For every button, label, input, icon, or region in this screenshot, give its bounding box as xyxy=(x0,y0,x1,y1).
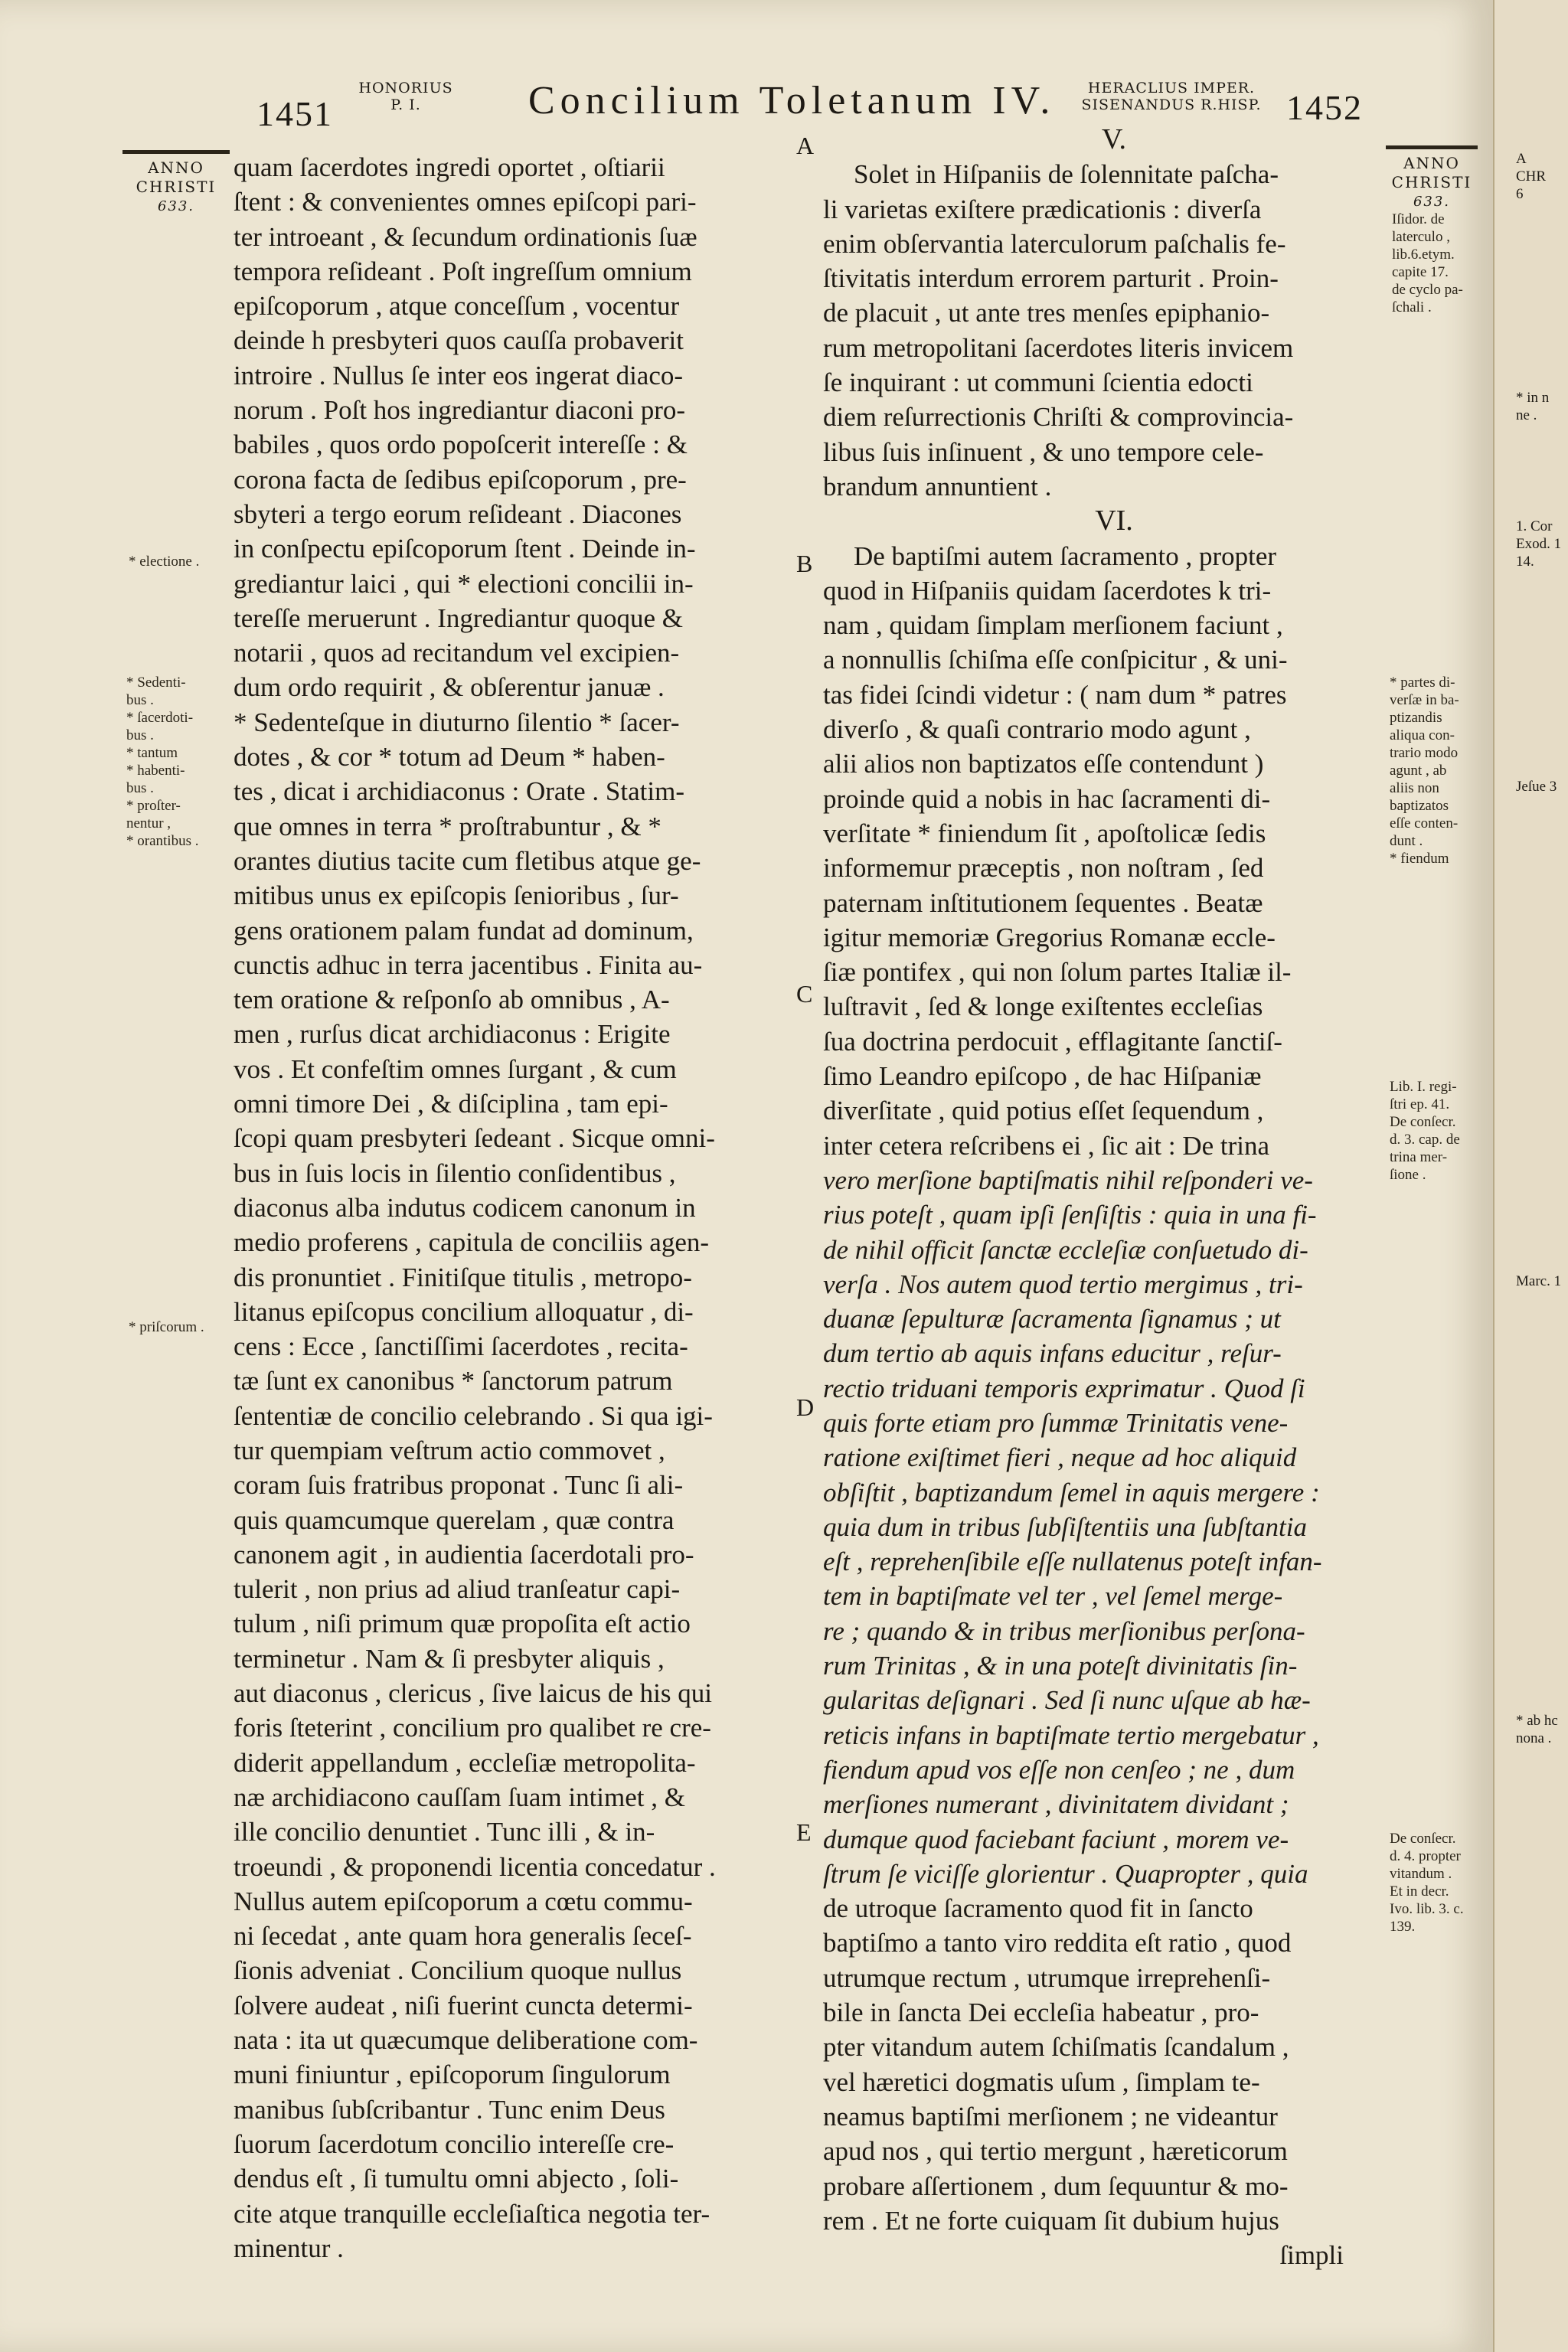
text-line: proinde quid a nobis in hac ſacramenti di- xyxy=(823,783,1271,814)
text-line: apud nos , qui tertio mergunt , hæreticorum xyxy=(823,2136,1288,2167)
edge-line: 14. xyxy=(1516,554,1534,570)
text-line: ſionis adveniat . Concilium quoque nullus xyxy=(234,1955,682,1986)
margin-note-variants xyxy=(126,674,226,850)
text-line-italic: duanæ ſepulturæ ſacramenta ſignamus ; ut xyxy=(823,1304,1281,1334)
text-line: diaconus alba indutus codicem canonum in xyxy=(234,1192,696,1223)
text-line-italic: merſiones numerant , divinitatem dividant ; xyxy=(823,1789,1289,1820)
edge-line: 6 xyxy=(1516,186,1524,202)
text-line: grediantur laici , qui * electioni concilii in- xyxy=(234,568,694,599)
text-line-italic: ſtrum ſe viciſſe glorientur . Quapropter , quia xyxy=(823,1858,1308,1889)
text-line: Nullus autem epiſcoporum a cœtu commu- xyxy=(234,1886,693,1916)
text-line: luſtravit , ſed & longe exiſtentes eccleſias xyxy=(823,991,1263,1022)
text-line: bile in ſancta Dei eccleſia habeatur , pro- xyxy=(823,1998,1259,2028)
running-head-right-line2: SISENANDUS R.HISP. xyxy=(1081,96,1262,113)
margin-note-priscorum: * priſcorum . xyxy=(129,1319,204,1335)
text-line: medio proferens , capitula de conciliis agen- xyxy=(234,1227,710,1258)
text-line: mitibus unus ex epiſcopis ſenioribus , ſur- xyxy=(234,880,679,911)
text-line: canonem agit , in audientia ſacerdotali pro- xyxy=(234,1539,694,1570)
margin-note-line: aliqua con- xyxy=(1390,727,1455,743)
margin-note-line: 139. xyxy=(1390,1919,1416,1935)
text-line: deinde h presbyteri quos cauſſa probaverit xyxy=(234,325,684,356)
margin-note-line: * partes di- xyxy=(1390,675,1455,691)
text-line: tas fidei ſcindi videtur : ( nam dum * patres xyxy=(823,679,1287,710)
margin-note-line: verſæ in ba- xyxy=(1390,692,1459,708)
text-line: de placuit , ut ante tres menſes epiphanio- xyxy=(823,298,1270,328)
text-line: introire . Nullus ſe inter eos ingerat diaco- xyxy=(234,360,684,390)
margin-note-line: trario modo xyxy=(1390,745,1459,761)
edge-note-anno xyxy=(1516,150,1546,203)
text-line: gens orationem palam fundat ad dominum, xyxy=(234,915,694,946)
canon-heading-v: V. xyxy=(1101,123,1127,155)
margin-note-line: vitandum . xyxy=(1390,1866,1452,1882)
text-line: ni ſecedat , ante quam hora generalis ſeceſ- xyxy=(234,1921,692,1952)
text-line: tur quempiam veſtrum actio commovet , xyxy=(234,1435,665,1465)
text-line: li varietas exiſtere prædicationis : diverſa xyxy=(823,194,1262,224)
margin-note-lib1 xyxy=(1390,1078,1489,1184)
margin-note-line: agunt , ab xyxy=(1390,763,1447,779)
text-line: quam ſacerdotes ingredi oportet , oſtiarii xyxy=(234,152,665,182)
text-line: cite atque tranquille eccleſiaſtica negotia ter- xyxy=(234,2198,710,2229)
edge-note-marc: Marc. 1 xyxy=(1516,1273,1562,1289)
text-line: aut diaconus , clericus , ſive laicus de his qui xyxy=(234,1678,712,1709)
text-line: vel hæretici dogmatis uſum , ſimplam te- xyxy=(823,2066,1260,2097)
text-line: litanus epiſcopus concilium alloquatur , di- xyxy=(234,1296,694,1327)
text-line: ſua doctrina perdocuit , efflagitante ſanctiſ- xyxy=(823,1026,1282,1057)
text-line: inter cetera reſcribens ei , ſic ait : De trina xyxy=(823,1130,1270,1161)
text-line: minentur . xyxy=(234,2233,344,2263)
text-line: que omnes in terra * proſtrabuntur , & * xyxy=(234,811,662,841)
margin-note-line: laterculo , xyxy=(1392,229,1450,245)
anno-label: ANNO xyxy=(1403,154,1460,172)
text-line: in conſpectu epiſcoporum ſtent . Deinde in- xyxy=(234,534,696,564)
anno-label: ANNO xyxy=(148,158,204,177)
text-line-italic: fiendum apud vos eſſe non cenſeo ; ne , dum xyxy=(823,1754,1295,1785)
text-line: ſe inquirant : ut communi ſcientia edocti xyxy=(823,368,1253,398)
text-line-italic: tem in baptiſmate vel ter , vel ſemel merge- xyxy=(823,1581,1283,1612)
margin-note-line: ptizandis xyxy=(1390,710,1442,726)
text-line: orantes diutius tacite cum fletibus atque ge- xyxy=(234,845,701,876)
text-line-italic: gularitas deſignari . Sed ſi nunc uſque ab hæ- xyxy=(823,1685,1311,1716)
margin-note-line: De conſecr. xyxy=(1390,1114,1456,1130)
text-line: tulerit , non prius ad aliud tranſeatur capi- xyxy=(234,1574,681,1605)
text-line: nata : ita ut quæcumque deliberatione com- xyxy=(234,2025,698,2056)
text-line-italic: rius poteſt , quam ipſi ſenſiſtis : quia in una fi- xyxy=(823,1200,1317,1230)
section-letter-e: E xyxy=(796,1818,812,1846)
margin-note-electione: * electione . xyxy=(129,554,200,570)
text-line-italic: vero merſione baptiſmatis nihil reſponderi ve- xyxy=(823,1165,1313,1195)
text-line: De baptiſmi autem ſacramento , propter xyxy=(854,541,1277,571)
text-line: næ archidiacono cauſſam ſuam intimet , & xyxy=(234,1782,685,1812)
margin-note-line: capite 17. xyxy=(1392,264,1449,280)
text-line-italic: dumque quod faciebant faciunt , morem ve- xyxy=(823,1824,1289,1854)
text-line: cens : Ecce , ſanctiſſimi ſacerdotes , recita- xyxy=(234,1331,688,1362)
text-line: baptiſmo a tanto viro reddita eſt ratio , quod xyxy=(823,1928,1292,1958)
text-line: libus ſuis inſinuent , & uno tempore cele- xyxy=(823,436,1264,467)
text-line: diem reſurrectionis Chriſti & comprovincia- xyxy=(823,402,1294,433)
margin-note-line: ſchali . xyxy=(1392,299,1432,315)
text-line: pter vitandum autem ſchiſmatis ſcandalum , xyxy=(823,2032,1289,2063)
text-line: ſolvere audeat , niſi fuerint cuncta determi- xyxy=(234,1990,693,2020)
text-line: dis pronuntiet . Finitiſque titulis , metropo- xyxy=(234,1262,692,1292)
margin-note-partes xyxy=(1390,674,1489,867)
text-line: vos . Et confeſtim omnes ſurgant , & cum xyxy=(234,1054,677,1084)
text-line: ſcopi quam presbyteri ſedeant . Sicque omni- xyxy=(234,1123,715,1154)
margin-note-isidore xyxy=(1392,211,1488,316)
margin-note-line: aliis non xyxy=(1390,780,1439,796)
margin-note-line: * tantum xyxy=(126,745,178,761)
margin-note-line: dunt . xyxy=(1390,833,1423,849)
anno-year: 633. xyxy=(1413,194,1451,210)
text-line-italic: eſt , reprehenſibile eſſe nullatenus poteſt infan- xyxy=(823,1547,1322,1577)
text-line: tempora reſideant . Poſt ingreſſum omnium xyxy=(234,256,692,286)
edge-line: CHR xyxy=(1516,168,1547,185)
text-line: quis quamcumque querelam , quæ contra xyxy=(234,1504,675,1535)
text-line: rem . Et ne forte cuiquam ſit dubium hujus xyxy=(823,2205,1279,2236)
text-line: igitur memoriæ Gregorius Romanæ eccle- xyxy=(823,922,1276,952)
margin-note-line: baptizatos xyxy=(1390,798,1449,814)
page-number-left: 1451 xyxy=(256,94,333,133)
margin-note-line: lib.6.etym. xyxy=(1392,247,1455,263)
text-line: neamus baptiſmi merſionem ; ne videantur xyxy=(823,2101,1278,2132)
text-line: verſitate * finiendum ſit , apoſtolicæ ſedis xyxy=(823,818,1266,848)
text-line: foris ſteterint , concilium pro qualibet re cre- xyxy=(234,1713,711,1743)
anno-year: 633. xyxy=(157,198,195,214)
text-line: a nonnullis ſchiſma eſſe conſpicitur , & uni- xyxy=(823,645,1288,675)
text-line: nam , quidam ſimplam merſionem faciunt , xyxy=(823,610,1283,641)
text-line-italic: rum Trinitas , & in una poteſt divinitatis ſin- xyxy=(823,1651,1298,1681)
text-line: diverſo , & quaſi contrario modo agunt , xyxy=(823,714,1251,745)
text-line-italic: reticis infans in baptiſmate tertio mergebatur , xyxy=(823,1720,1319,1750)
text-line: tem oratione & reſponſo ab omnibus , A- xyxy=(234,985,670,1015)
margin-note-line: * proſter- xyxy=(126,798,181,814)
running-head-right-line1: HERACLIUS IMPER. xyxy=(1087,80,1256,96)
text-line: epiſcoporum , atque conceſſum , vocentur xyxy=(234,291,680,322)
text-line: coram ſuis fratribus proponat . Tunc ſi ali- xyxy=(234,1470,684,1501)
edge-line: ne . xyxy=(1516,407,1537,423)
text-line: terminetur . Nam & ſi presbyter aliquis , xyxy=(234,1643,665,1674)
running-head-left xyxy=(352,80,459,113)
text-line: informemur præceptis , non noſtram , ſed xyxy=(823,853,1264,884)
margin-note-line: ſtri ep. 41. xyxy=(1390,1096,1450,1112)
text-line-italic: ratione exiſtimet fieri , neque ad hoc aliquid xyxy=(823,1442,1297,1473)
text-line: diderit appellandum , eccleſiæ metropolita- xyxy=(234,1747,696,1778)
right-text-column xyxy=(823,122,1405,2272)
text-line: probare aſſertionem , dum ſequuntur & mo- xyxy=(823,2171,1289,2201)
text-line: ſententiæ de concilio celebrando . Si qua igi- xyxy=(234,1400,713,1431)
text-line-italic: re ; quando & in tribus merſionibus perſona- xyxy=(823,1615,1305,1646)
christi-label: CHRISTI xyxy=(1391,173,1472,191)
margin-note-line: Lib. I. regi- xyxy=(1390,1079,1457,1095)
text-line: tæ ſunt ex canonibus * ſanctorum patrum xyxy=(234,1366,673,1396)
next-page-edge xyxy=(1493,0,1568,2352)
text-line-italic: obſiſtit , baptizandum ſemel in aquis mergere : xyxy=(823,1477,1320,1508)
christi-label: CHRISTI xyxy=(136,178,217,196)
edge-note-in xyxy=(1516,389,1549,424)
margin-note-line: * ſacerdoti- xyxy=(126,710,194,726)
text-line: diverſitate , quid potius eſſet ſequendum , xyxy=(823,1096,1264,1126)
text-line: men , rurſus dicat archidiaconus : Erigite xyxy=(234,1019,671,1050)
margin-note-line: nentur , xyxy=(126,815,172,831)
section-letter-a: A xyxy=(796,132,815,159)
text-line: brandum annuntient . xyxy=(823,471,1052,501)
text-line-italic: quia dum in tribus ſubſiſtentiis una ſubſtantia xyxy=(823,1511,1307,1542)
edge-line: Exod. 1 xyxy=(1516,536,1562,552)
edge-note-abhc xyxy=(1516,1712,1558,1747)
text-line-italic: quis forte etiam pro ſummæ Trinitatis vene- xyxy=(823,1407,1289,1438)
text-line: enim obſervantia laterculorum paſchalis fe- xyxy=(823,228,1286,259)
margin-note-deconsecr xyxy=(1390,1830,1489,1936)
edge-line: * in n xyxy=(1516,390,1550,406)
margin-note-line: trina mer- xyxy=(1390,1149,1448,1165)
page-number-right: 1452 xyxy=(1286,88,1363,127)
text-line: notarii , quos ad recitandum vel excipien- xyxy=(234,638,680,668)
text-line-italic: de nihil officit ſanctæ eccleſiæ conſuetudo di- xyxy=(823,1234,1308,1265)
margin-note-line: Ivo. lib. 3. c. xyxy=(1390,1901,1464,1917)
text-line: ſtent : & convenientes omnes epiſcopi pari- xyxy=(234,187,697,217)
text-line: bus in ſuis locis in ſilentio conſidentibus , xyxy=(234,1158,676,1188)
text-line: manibus ſubſcribantur . Tunc enim Deus xyxy=(234,2094,665,2125)
text-line: tulum , niſi primum quæ propoſita eſt actio xyxy=(234,1609,691,1639)
text-line: utrumque rectum , utrumque irreprehenſi- xyxy=(823,1962,1271,1993)
text-line: muni finiuntur , epiſcoporum ſingulorum xyxy=(234,2060,671,2090)
margin-note-line: bus . xyxy=(126,727,154,743)
running-head-right xyxy=(1072,80,1271,113)
catchword: ſimpli xyxy=(1279,2240,1344,2271)
edge-note-cor xyxy=(1516,518,1561,570)
text-line: cunctis adhuc in terra jacentibus . Finita au- xyxy=(234,949,703,980)
section-letter-c: C xyxy=(796,980,813,1008)
left-text-column xyxy=(234,150,815,2265)
text-line: dotes , & cor * totum ad Deum * haben- xyxy=(234,742,665,773)
margin-note-line: de cyclo pa- xyxy=(1392,282,1463,298)
margin-note-line: eſſe conten- xyxy=(1390,815,1459,831)
text-line: omni timore Dei , & diſciplina , tam epi- xyxy=(234,1089,668,1119)
text-line: * Sedenteſque in diuturno ſilentio * ſacer- xyxy=(234,707,680,737)
text-line: babiles , quos ordo popoſcerit intereſſe : & xyxy=(234,430,688,460)
text-line-italic: dum tertio ab aquis infans educitur , reſur- xyxy=(823,1338,1282,1369)
text-line: tes , dicat i archidiaconus : Orate . Statim- xyxy=(234,776,684,807)
section-letter-d: D xyxy=(796,1393,815,1421)
text-line: ſuorum ſacerdotum concilio intereſſe cre- xyxy=(234,2128,675,2159)
canon-heading-vi: VI. xyxy=(1095,505,1133,537)
text-line: dendus eſt , ſi tumultu omni abjecto , ſoli- xyxy=(234,2164,679,2194)
text-line: troeundi , & proponendi licentia concedatur . xyxy=(234,1851,716,1882)
margin-note-line: ſione . xyxy=(1390,1167,1426,1183)
text-line: ſimo Leandro epiſcopo , de hac Hiſpaniæ xyxy=(823,1061,1262,1092)
text-line: alii alios non baptizatos eſſe contendunt ) xyxy=(823,749,1264,779)
text-line: Solet in Hiſpaniis de ſolennitate paſcha- xyxy=(854,159,1279,190)
text-line: tereſſe meruerunt . Ingrediantur quoque & xyxy=(234,603,684,633)
text-line: quod in Hiſpaniis quidam ſacerdotes k tri- xyxy=(823,575,1272,606)
page-title: Concilium Toletanum IV. xyxy=(528,79,1056,122)
margin-note-line: * fiendum xyxy=(1390,851,1449,867)
edge-line: nona . xyxy=(1516,1730,1552,1746)
text-line: sbyteri a tergo eorum reſideant . Diacones xyxy=(234,498,682,529)
edge-line: * ab hc xyxy=(1516,1713,1558,1729)
section-letter-b: B xyxy=(796,550,813,577)
text-line-italic: verſa . Nos autem quod tertio mergimus , tri- xyxy=(823,1269,1303,1299)
text-line: paternam inſtitutionem ſequentes . Beatæ xyxy=(823,887,1263,918)
anno-rule-left xyxy=(122,150,230,154)
running-head-left-line1: HONORIUS xyxy=(358,80,453,96)
margin-note-line: bus . xyxy=(126,780,154,796)
margin-note-line: * orantibus . xyxy=(126,833,199,849)
margin-note-line: De conſecr. xyxy=(1390,1831,1456,1847)
text-line-italic: rectio triduani temporis exprimatur . Quod ſi xyxy=(823,1373,1305,1403)
margin-note-line: * habenti- xyxy=(126,763,185,779)
text-line: ter introeant , & ſecundum ordinationis ſuæ xyxy=(234,221,697,252)
text-line: norum . Poſt hos ingrediantur diaconi pro- xyxy=(234,395,686,426)
margin-note-line: d. 3. cap. de xyxy=(1390,1132,1460,1148)
text-line: ſiæ pontifex , qui non ſolum partes Italiæ il- xyxy=(823,957,1292,988)
edge-note-josue: Jeſue 3 xyxy=(1516,779,1557,795)
running-head-left-line2: P. I. xyxy=(390,96,421,113)
edge-line: A xyxy=(1516,151,1527,167)
anno-christi-left xyxy=(122,150,230,216)
text-line: corona facta de ſedibus epiſcoporum , pre- xyxy=(234,464,687,495)
margin-note-line: bus . xyxy=(126,692,154,708)
margin-note-line: Iſidor. de xyxy=(1392,211,1445,227)
edge-line: 1. Cor xyxy=(1516,518,1553,534)
margin-note-line: d. 4. propter xyxy=(1390,1848,1461,1864)
text-line: ille concilio denuntiet . Tunc illi , & in- xyxy=(234,1817,655,1847)
text-line: de utroque ſacramento quod fit in ſancto xyxy=(823,1893,1253,1924)
margin-note-line: * Sedenti- xyxy=(126,675,186,691)
margin-note-line: Et in decr. xyxy=(1390,1883,1449,1900)
text-line: ſtivitatis interdum errorem parturit . Proin- xyxy=(823,263,1279,294)
text-line: dum ordo requirit , & obſerentur januæ . xyxy=(234,672,665,703)
text-line: rum metropolitani ſacerdotes literis invicem xyxy=(823,332,1294,363)
